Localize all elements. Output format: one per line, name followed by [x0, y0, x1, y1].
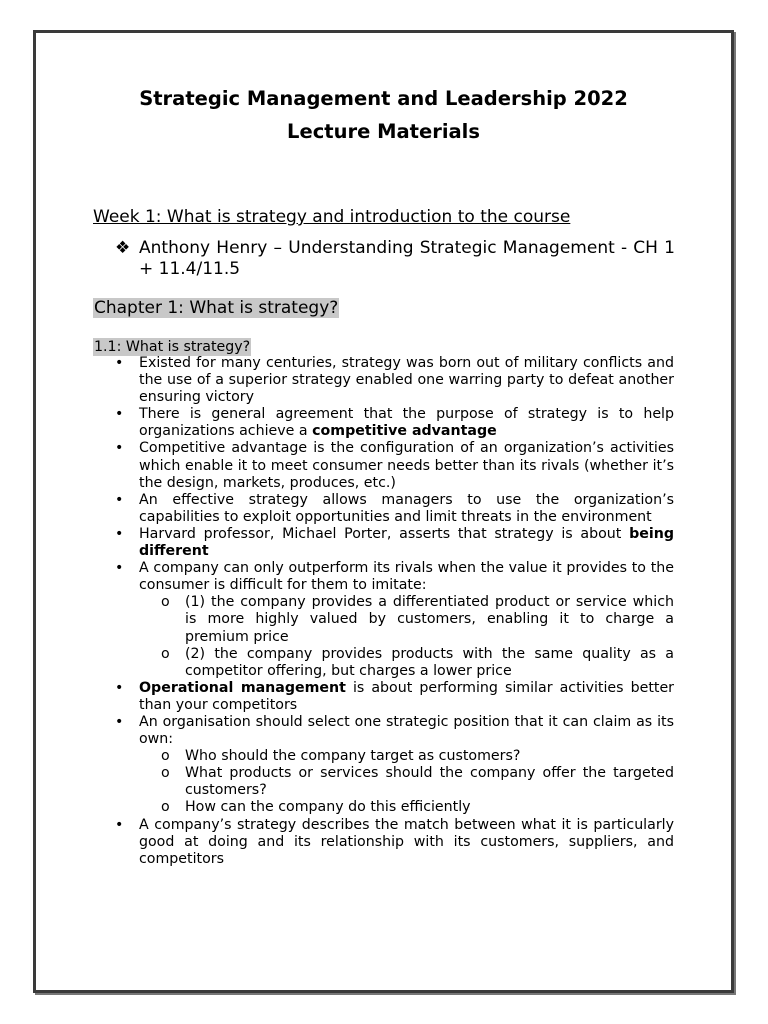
bullet-icon: •	[115, 355, 124, 371]
list-item-text: Competitive advantage is the configuration of an organization’s activities which enable it to meet consumer needs better than its rivals (whether it’s the design, markets, produces, etc.)	[139, 440, 674, 491]
sub-list-item	[139, 594, 674, 645]
sub-list-item-text: (2) the company provides products with the same quality as a competitor offering, but charges a lower price	[185, 645, 674, 679]
bullet-icon: •	[115, 491, 124, 508]
bullet-icon: •	[115, 560, 124, 577]
sub-list-item-text: What products or services should the company offer the targeted customers?	[185, 765, 674, 799]
list-item-text: A company’s strategy describes the match between what it is particularly good at doing and its relationship with its customers, suppliers, and competitors	[139, 816, 674, 867]
chapter-heading: Chapter 1: What is strategy?	[94, 298, 339, 318]
list-item	[93, 355, 674, 406]
list-item	[93, 440, 674, 491]
circle-bullet-icon: o	[161, 645, 170, 662]
bullet-icon: •	[115, 440, 124, 457]
list-item-text: An effective strategy allows managers to use the organization’s capabilities to exploit opportunities and limit threats in the environment	[139, 491, 674, 525]
list-item	[93, 680, 674, 714]
sub-list	[139, 594, 674, 679]
circle-bullet-icon: o	[161, 748, 170, 765]
sub-list-item-text: How can the company do this efficiently	[185, 799, 471, 816]
document-title: Strategic Management and Leadership 2022	[139, 87, 628, 110]
reference-text: Anthony Henry – Understanding Strategic Management - CH 1 + 11.4/11.5	[139, 238, 675, 279]
bullet-icon: •	[115, 816, 124, 833]
sub-list-item	[139, 765, 674, 799]
sub-list-item	[139, 748, 674, 765]
bullet-icon: •	[115, 406, 124, 423]
sub-list-item-text: Who should the company target as customers?	[185, 748, 521, 765]
bullet-icon: •	[115, 713, 124, 730]
circle-bullet-icon: o	[161, 765, 170, 782]
emphasis-text: Operational management	[139, 679, 346, 696]
week-heading: Week 1: What is strategy and introduction to the course	[93, 207, 571, 227]
sub-list-item	[139, 799, 674, 816]
circle-bullet-icon: o	[161, 594, 170, 611]
circle-bullet-icon: o	[161, 799, 170, 816]
sub-list-item	[139, 646, 674, 680]
bullet-icon: •	[115, 525, 124, 542]
list-item	[93, 714, 674, 817]
sub-list	[139, 748, 674, 816]
emphasis-text: competitive advantage	[312, 423, 497, 440]
bullet-icon: •	[115, 679, 124, 696]
list-item-text: Existed for many centuries, strategy was born out of military conflicts and the use of a superior strategy enabled one warring party to defeat another ensuring victory	[139, 355, 674, 406]
document-subtitle: Lecture Materials	[287, 120, 480, 143]
list-item-text: is about performing similar activities better than your competitors	[139, 679, 675, 713]
list-item-text: A company can only outperform its rivals when the value it provides to the consumer is difficult for them to imitate:	[139, 560, 674, 594]
list-item	[93, 406, 674, 440]
list-item-text: There is general agreement that the purpose of strategy is to help organizations achieve a	[139, 406, 674, 440]
emphasis-text: being different	[139, 525, 674, 560]
section-heading: 1.1: What is strategy?	[94, 339, 251, 355]
list-item-text: Harvard professor, Michael Porter, asserts that strategy is about	[139, 525, 630, 542]
bullet-list	[93, 355, 674, 868]
diamond-bullet-icon: ❖	[115, 238, 131, 258]
reference-item	[115, 238, 675, 280]
list-item	[93, 492, 674, 526]
list-item	[93, 560, 674, 680]
sub-list-item-text: (1) the company provides a differentiated product or service which is more highly valued by customers, enabling it to charge a premium price	[185, 594, 674, 645]
list-item-text: An organisation should select one strategic position that it can claim as its own:	[139, 713, 674, 748]
list-item	[93, 526, 674, 560]
list-item	[93, 817, 674, 868]
